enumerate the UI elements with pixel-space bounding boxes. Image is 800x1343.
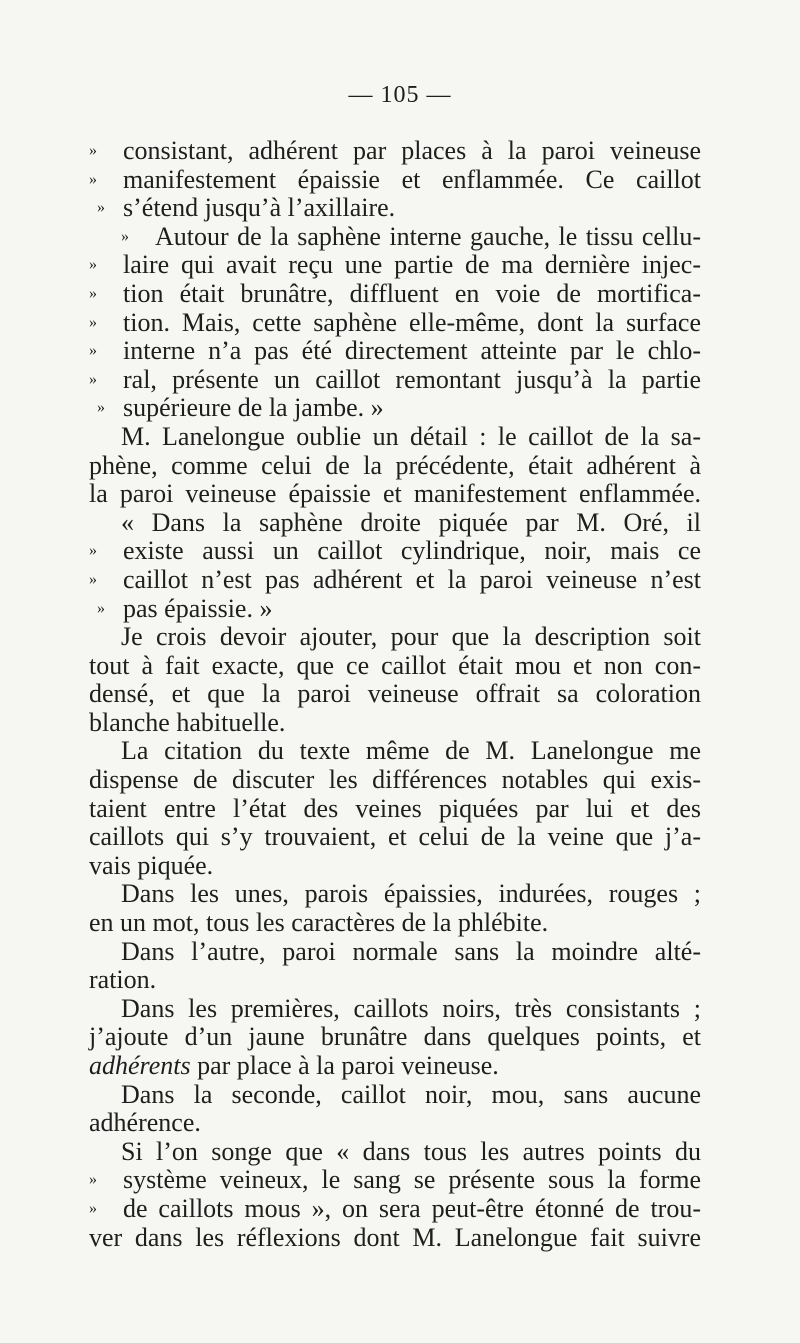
page-number: — 105 — — [348, 82, 452, 108]
text-line: densé, et que la paroi veineuse offrait sa coloration — [89, 679, 701, 709]
line-text: consistant, adhérent par places à la paroi veineuse — [123, 136, 701, 165]
text-line: dispense de discuter les différences notables qui exis- — [89, 765, 701, 795]
text-line — [89, 280, 701, 309]
line-text: laire qui avait reçu une partie de ma dernière injec- — [123, 250, 701, 280]
text-line: La citation du texte même de M. Lanelongue me — [121, 736, 701, 766]
text-line — [89, 223, 701, 252]
text-line: Si l’on songe que « dans tous les autres points du — [121, 1136, 701, 1166]
text-line: en un mot, tous les caractères de la phlébite. — [89, 908, 549, 938]
quote-mark: » — [97, 399, 105, 417]
line-text: pas épaissie. » — [123, 593, 273, 623]
line-text: de caillots mous », on sera peut-être étonné de trou- — [123, 1193, 701, 1223]
text-line — [89, 366, 701, 395]
text-line: ration. — [89, 965, 157, 995]
text-line: Je crois devoir ajouter, pour que la description soit — [121, 622, 701, 652]
line-text: manifestement épaissie et enflammée. Ce caillot — [123, 164, 701, 194]
quote-mark: » — [89, 1171, 97, 1189]
text-line — [89, 537, 701, 566]
quote-mark: » — [89, 142, 97, 159]
body-text — [89, 137, 701, 1252]
text-line — [89, 309, 701, 338]
quote-mark: » — [89, 170, 97, 188]
line-text: par place à la paroi veineuse. — [190, 1051, 499, 1080]
text-line: Dans les premières, caillots noirs, très consistants ; — [121, 993, 701, 1023]
text-line: blanche habituelle. — [89, 707, 286, 737]
quote-mark: » — [89, 542, 97, 560]
line-text: ral, présente un caillot remontant jusqu’à la partie — [123, 364, 701, 394]
text-line — [89, 337, 701, 366]
text-line: M. Lanelongue oublie un détail : le caillot de la sa- — [121, 421, 701, 451]
line-text: Autour de la saphène interne gauche, le tissu cellu- — [155, 221, 701, 251]
text-line: « Dans la saphène droite piquée par M. Oré, il — [121, 507, 701, 537]
text-line — [89, 394, 701, 423]
text-line: taient entre l’état des veines piquées par lui et des — [89, 793, 701, 823]
text-line: phène, comme celui de la précédente, était adhérent à — [89, 450, 701, 480]
quote-mark: » — [89, 284, 97, 302]
text-line: Dans les unes, parois épaissies, indurées, rouges ; — [121, 879, 701, 909]
line-text: existe aussi un caillot cylindrique, noir, mais ce — [123, 536, 701, 566]
text-line: Dans l’autre, paroi normale sans la moindre alté- — [121, 936, 701, 966]
quote-mark: » — [89, 256, 97, 274]
text-line: tout à fait exacte, que ce caillot était mou et non con- — [89, 650, 701, 680]
text-line — [89, 595, 701, 624]
text-line — [89, 1052, 701, 1081]
quote-mark: » — [121, 227, 129, 245]
text-line: adhérence. — [89, 1108, 201, 1138]
quote-mark: » — [89, 370, 97, 388]
quote-mark: » — [89, 1199, 97, 1217]
line-text: s’étend jusqu’à l’axillaire. — [123, 193, 396, 223]
text-line: j’ajoute d’un jaune brunâtre dans quelques points, et — [89, 1022, 701, 1052]
quote-mark: » — [89, 570, 97, 588]
text-line: la paroi veineuse épaissie et manifestement enflammée. — [89, 479, 701, 509]
emphasized-word: adhérents — [89, 1051, 191, 1080]
line-text: interne n’a pas été directement atteinte par le chlo- — [123, 336, 701, 366]
text-line — [89, 194, 701, 223]
text-line: vais piquée. — [89, 850, 214, 880]
text-line — [89, 251, 701, 280]
text-line: ver dans les réflexions dont M. Lanelongue fait suivre — [89, 1222, 701, 1252]
text-line — [89, 1166, 701, 1195]
text-line — [89, 566, 701, 595]
quote-mark: » — [89, 313, 97, 331]
line-text: tion. Mais, cette saphène elle-même, dont la surface — [123, 307, 701, 337]
line-text: tion était brunâtre, diffluent en voie de mortifica- — [123, 278, 701, 308]
line-text: système veineux, le sang se présente sous la forme — [123, 1165, 701, 1195]
quote-mark: » — [97, 199, 105, 217]
line-text: caillot n’est pas adhérent et la paroi veineuse n’est — [123, 564, 701, 594]
line-text: supérieure de la jambe. » — [123, 393, 384, 423]
text-line: Dans la seconde, caillot noir, mou, sans aucune — [121, 1079, 701, 1109]
text-line — [89, 166, 701, 195]
quote-mark: » — [89, 342, 97, 360]
text-line — [89, 1195, 701, 1224]
quote-mark: » — [97, 599, 105, 617]
text-line — [89, 137, 701, 166]
text-line: caillots qui s’y trouvaient, et celui de la veine que j’a- — [89, 822, 701, 852]
